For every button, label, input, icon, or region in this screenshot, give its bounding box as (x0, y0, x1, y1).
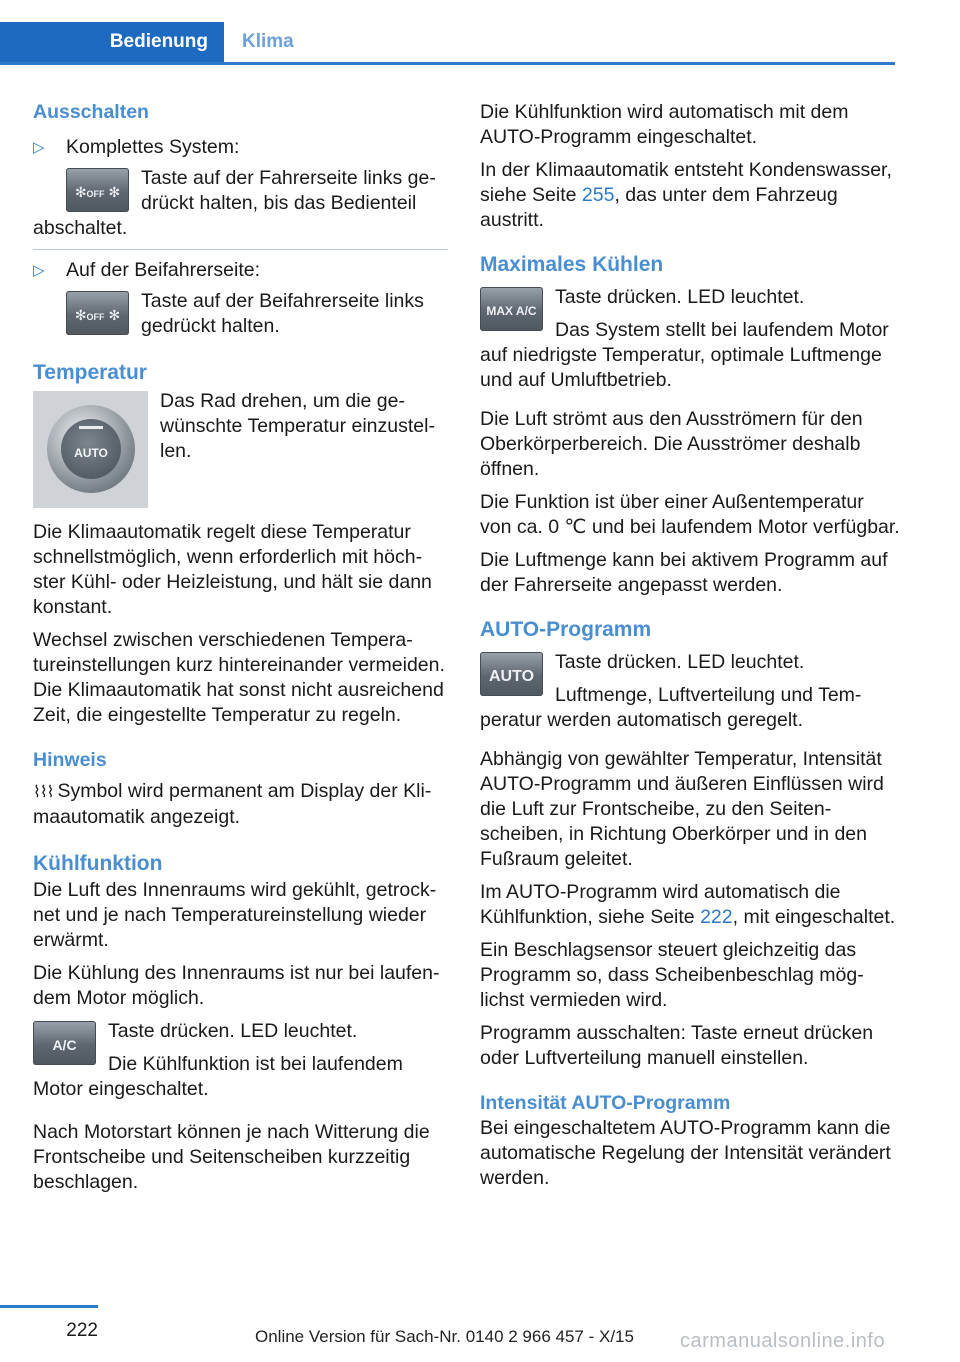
auto-text-1: Taste drücken. LED leuchtet. (555, 651, 805, 673)
ac-button-icon: A/C (33, 1021, 96, 1065)
bullet-body (33, 166, 448, 241)
triangle-bullet-icon: ▷ (33, 262, 45, 279)
bullet-text: Taste auf der Fahrerseite links gedrückt halten, bis das Bedienteil abschaltet. (33, 167, 436, 239)
watermark: carmanualsonline.info (680, 1330, 886, 1352)
fan-off-button-icon: ✻OFF ✻ (66, 168, 129, 212)
max-ac-button-icon: MAX A/C (480, 287, 543, 331)
temperature-knob-image: AUTO (33, 391, 148, 508)
bullet-passenger (33, 249, 448, 283)
ac-text-2: Die Kühlfunktion ist bei laufendem Motor eingeschaltet. (33, 1053, 403, 1100)
heading-intensitaet: Intensität AUTO-Programm (480, 1092, 731, 1114)
bullet-body (33, 289, 448, 339)
cooling-paragraph-2: Die Kühlung des Innenraums ist nur bei laufendem Motor möglich. (33, 962, 440, 1009)
tab-klima[interactable]: Klima (242, 31, 294, 52)
ac-block (33, 1019, 448, 1102)
max-paragraph-2: Die Funktion ist über einer Außentemperatur von ca. 0 ℃ und bei laufendem Motor verfügbar. (480, 491, 900, 538)
ac-text-1: Taste drücken. LED leuchtet. (108, 1020, 358, 1042)
triangle-bullet-icon: ▷ (33, 139, 45, 156)
max-paragraph-1: Die Luft strömt aus den Ausströmern für den Oberkörperbereich. Die Ausströmer deshalb öffnen. (480, 408, 863, 480)
auto-text-2: Luftmenge, Luftverteilung und Temperatur werden automatisch geregelt. (480, 684, 862, 731)
auto-button-icon: AUTO (480, 652, 543, 696)
right-paragraph-1: Die Kühlfunktion wird automatisch mit dem AUTO-Programm eingeschaltet. (480, 101, 849, 148)
bullet-label: Auf der Beifahrerseite: (66, 259, 261, 281)
fan-off-button-icon: ✻OFF ✻ (66, 291, 129, 335)
max-text-1: Taste drücken. LED leuchtet. (555, 286, 805, 308)
max-text-2: Das System stellt bei laufendem Motor auf niedrigste Temperatur, optimale Luftmenge und auf Umluftbetrieb. (480, 319, 889, 391)
temperature-paragraph-2: Wechsel zwischen verschiedenen Temperatureinstellungen kurz hintereinander vermeiden. Die Klimaautomatik hat sonst nicht ausreichend Zeit, die eingestellte Temperatur zu regeln. (33, 629, 445, 726)
heading-hinweis: Hinweis (33, 749, 107, 771)
auto-paragraph-3: Ein Beschlagsensor steuert gleichzeitig das Programm so, dass Scheibenbeschlag möglichst vermieden wird. (480, 939, 864, 1011)
temperature-paragraph-1: Die Klimaautomatik regelt diese Temperatur schnellstmöglich, wenn erforderlich mit höchster Kühl- oder Heizleistung, und hält sie dann konstant. (33, 521, 432, 618)
bullet-complete-system (33, 135, 448, 160)
heading-temperatur: Temperatur (33, 361, 147, 384)
online-version-footer: Online Version für Sach-Nr. 0140 2 966 457 - X/15 (255, 1327, 634, 1346)
condensation-icon: ⌇⌇⌇ (33, 784, 54, 801)
left-column (33, 100, 448, 1203)
heading-auto-programm: AUTO-Programm (480, 618, 652, 641)
page-number-block (0, 1305, 98, 1341)
auto-block (480, 650, 900, 733)
right-column (480, 100, 900, 1199)
heading-kuehlfunktion: Kühlfunktion (33, 852, 163, 875)
page-link-222[interactable]: 222 (700, 906, 733, 928)
cooling-paragraph-3: Nach Motorstart können je nach Witterung die Frontscheibe und Seitenscheiben kurzzeitig beschlagen. (33, 1121, 430, 1193)
intensity-paragraph: Bei eingeschaltetem AUTO-Programm kann die automatische Regelung der Intensität verändert werden. (480, 1117, 891, 1189)
cooling-paragraph-1: Die Luft des Innenraums wird gekühlt, getrocknet und je nach Temperatureinstellung wieder erwärmt. (33, 879, 437, 951)
temperature-block (33, 389, 448, 514)
max-ac-block (480, 285, 900, 393)
heading-maximales-kuehlen: Maximales Kühlen (480, 253, 664, 276)
auto-paragraph-1: Abhängig von gewählter Temperatur, Intensität AUTO-Programm und äußeren Einflüssen wird die Luft zur Frontscheibe, zu den Seitenscheiben, in Richtung Oberkörper und in den Fußraum geleitet. (480, 748, 884, 870)
hint-paragraph: ⌇⌇⌇ Symbol wird permanent am Display der Klimaautomatik angezeigt. (33, 780, 432, 828)
header-tabs (0, 22, 895, 65)
max-paragraph-3: Die Luftmenge kann bei aktivem Programm auf der Fahrerseite angepasst werden. (480, 549, 888, 596)
auto-paragraph-2: Im AUTO-Programm wird automatisch die Kühlfunktion, siehe Seite 222, mit eingeschaltet. (480, 881, 896, 928)
temperature-text: Das Rad drehen, um die gewünschte Temperatur einzustellen. (160, 390, 435, 462)
bullet-text: Taste auf der Beifahrerseite links gedrückt halten. (141, 290, 424, 337)
tab-bedienung[interactable]: Bedienung (0, 22, 224, 62)
page-number: 222 (66, 1320, 98, 1341)
heading-ausschalten: Ausschalten (33, 101, 149, 123)
page-link-255[interactable]: 255 (581, 184, 615, 206)
right-paragraph-2: In der Klimaautomatik entsteht Kondenswasser, siehe Seite 255, das unter dem Fahrzeug austritt. (480, 159, 892, 231)
auto-paragraph-4: Programm ausschalten: Taste erneut drücken oder Luftverteilung manuell einstellen. (480, 1022, 874, 1069)
bullet-label: Komplettes System: (66, 136, 240, 158)
